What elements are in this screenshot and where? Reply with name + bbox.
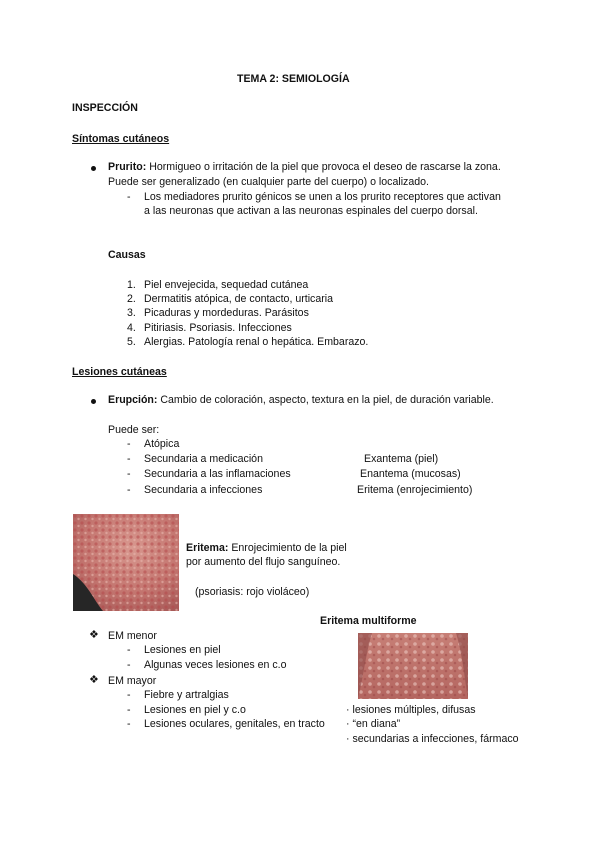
erupcion-bullet [91,399,96,404]
em-mayor-dash-3: - [127,718,131,730]
tipo-dash-1: - [127,438,131,450]
em-menor-dash-2: - [127,659,131,671]
multiforme-note-3: · secundarias a infecciones, fármaco [346,733,519,745]
em-menor-diamond-icon: ❖ [89,629,99,641]
multiforme-heading: Eritema multiforme [320,615,417,627]
erupcion-line [108,394,494,407]
tipo-right-2: Exantema (piel) [364,453,439,465]
causas-heading: Causas [108,249,146,261]
lesiones-heading: Lesiones cutáneas [72,366,167,378]
tipo-left-3: Secundaria a las inflamaciones [144,468,291,480]
em-mayor-item-1: Fiebre y artralgias [144,689,229,701]
eritema-photo-svg [73,514,179,611]
causa-num-3: 3. [127,307,136,319]
em-menor-item-1: Lesiones en piel [144,644,221,656]
em-menor-item-2: Algunas veces lesiones en c.o [144,659,287,671]
tipo-right-3: Enantema (mucosas) [360,468,461,480]
prurito-bullet [91,166,96,171]
eritema-note: (psoriasis: rojo violáceo) [195,586,310,598]
eritema-line1 [186,542,347,555]
prurito-sub-line2: a las neuronas que activan a las neuronas espinales del cuerpo dorsal. [144,205,478,217]
tipo-right-4: Eritema (enrojecimiento) [357,484,473,496]
eritema-photo [73,514,179,611]
tipo-left-1: Atópica [144,438,180,450]
puede-ser-label: Puede ser: [108,424,160,436]
tipo-dash-4: - [127,484,131,496]
em-mayor-dash-1: - [127,689,131,701]
prurito-definition: Hormigueo o irritación de la piel que provoca el deseo de rascarse la zona. [146,161,501,173]
em-mayor-label: EM mayor [108,675,157,687]
eritema-definition: Enrojecimiento de la piel [228,542,347,554]
causa-item-4: Pitiriasis. Psoriasis. Infecciones [144,322,292,334]
em-mayor-dash-2: - [127,704,131,716]
causa-item-5: Alergias. Patología renal o hepática. Embarazo. [144,336,369,348]
sintomas-heading: Síntomas cutáneos [72,133,170,145]
prurito-sub-dash: - [127,191,131,203]
causa-num-2: 2. [127,293,136,305]
prurito-line1 [108,161,501,174]
prurito-sub-line1: Los mediadores prurito génicos se unen a los prurito receptores que activan [144,191,501,203]
erupcion-definition: Cambio de coloración, aspecto, textura en la piel, de duración variable. [157,394,494,406]
multiforme-photo-svg [358,633,468,699]
tipo-left-2: Secundaria a medicación [144,453,263,465]
em-menor-dash-1: - [127,644,131,656]
tipo-dash-2: - [127,453,131,465]
section-heading: INSPECCIÓN [72,102,138,114]
page-title: TEMA 2: SEMIOLOGÍA [237,73,350,85]
em-mayor-item-3: Lesiones oculares, genitales, en tracto [144,718,325,730]
tipo-left-4: Secundaria a infecciones [144,484,263,496]
eritema-term: Eritema: [186,542,229,554]
prurito-term: Prurito: [108,161,147,173]
multiforme-note-1: · lesiones múltiples, difusas [346,704,476,716]
em-mayor-diamond-icon: ❖ [89,674,99,686]
causa-item-3: Picaduras y mordeduras. Parásitos [144,307,309,319]
em-mayor-item-2: Lesiones en piel y c.o [144,704,246,716]
multiforme-note-2: · “en diana” [346,718,401,730]
prurito-line2: Puede ser generalizado (en cualquier parte del cuerpo) o localizado. [108,176,429,188]
multiforme-photo [358,633,468,699]
erupcion-term: Erupción: [108,394,158,406]
causa-item-1: Piel envejecida, sequedad cutánea [144,279,309,291]
causa-num-5: 5. [127,336,136,348]
eritema-line2: por aumento del flujo sanguíneo. [186,556,341,568]
causa-num-4: 4. [127,322,136,334]
causa-num-1: 1. [127,279,136,291]
tipo-dash-3: - [127,468,131,480]
causa-item-2: Dermatitis atópica, de contacto, urticaria [144,293,334,305]
em-menor-label: EM menor [108,630,157,642]
